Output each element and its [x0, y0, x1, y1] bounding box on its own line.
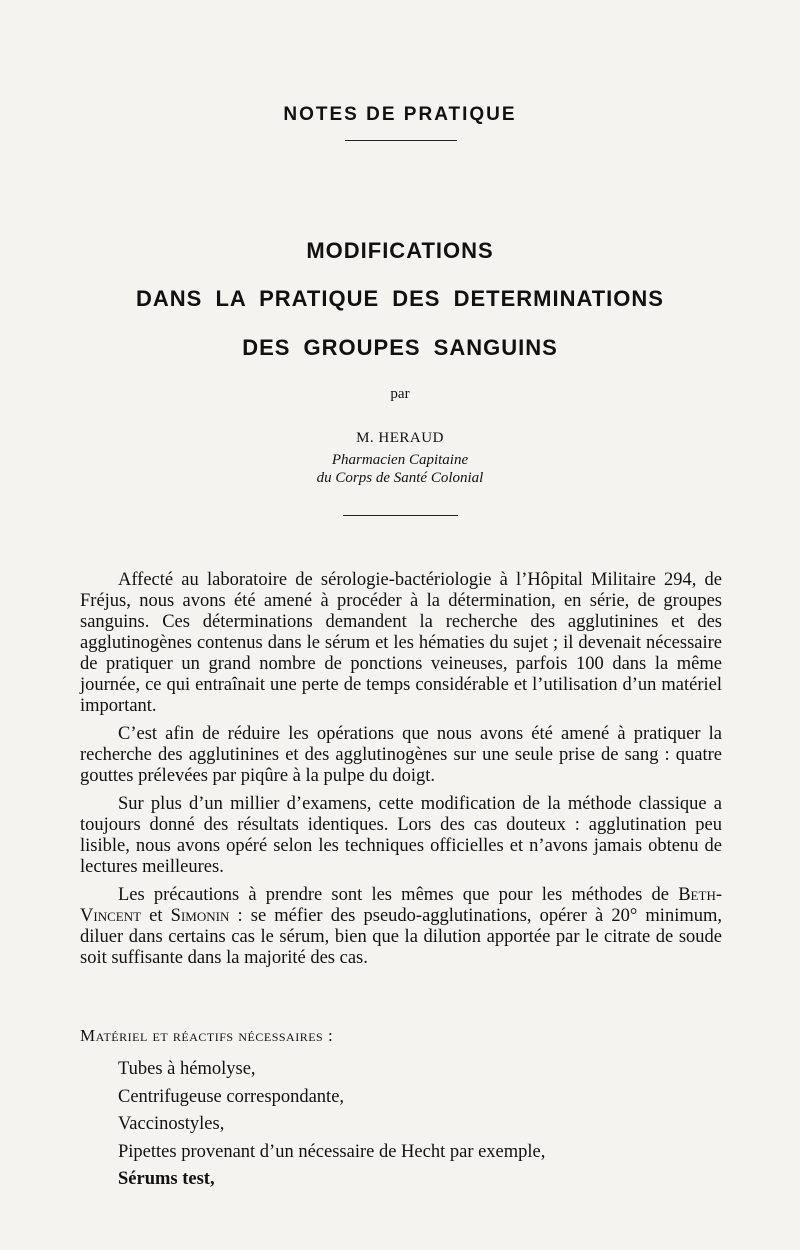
paragraph-2: C’est afin de réduire les opérations que nous avons été amené à pratiquer la recherche des agglutinines et des agglutinogènes sur une seule prise de sang : quatre gouttes prélevées par piqûre à la pulpe du doigt.	[80, 724, 722, 786]
article-body	[80, 570, 722, 976]
author-affiliation-2: du Corps de Santé Colonial	[316, 470, 484, 486]
paragraph-4-part-a: Les précautions à prendre sont les mêmes que pour les méthodes de	[118, 885, 679, 905]
divider-top	[345, 140, 457, 141]
paragraph-4	[80, 885, 722, 969]
list-item: Sérums test,	[118, 1169, 215, 1189]
author-name: M. HERAUD	[356, 430, 444, 446]
list-item: Vaccinostyles,	[118, 1114, 225, 1134]
materials-list	[118, 1056, 545, 1194]
materials-heading: Matériel et réactifs nécessaires :	[80, 1026, 334, 1045]
title-line-3: DES GROUPES SANGUINS	[242, 335, 558, 360]
author-affiliation-1: Pharmacien Capitaine	[331, 452, 469, 468]
list-item: Tubes à hémolyse,	[118, 1059, 256, 1079]
list-item: Centrifugeuse correspondante,	[118, 1086, 345, 1107]
paragraph-4-part-b: et	[141, 906, 171, 926]
author-ref-simonin: Simonin	[170, 906, 230, 926]
paragraph-4-part-c: : se méfier des pseudo-agglutinations, opérer à 20° minimum, diluer dans certains cas le sérum, bien que la dilution apportée par le citrate de soude soit suffisante dans la majorité des cas.	[80, 906, 722, 968]
author-ref-beth-vincent: Beth-Vincent	[80, 885, 722, 926]
paragraph-3: Sur plus d’un millier d’examens, cette modification de la méthode classique a toujours donné des résultats identiques. Lors des cas douteux : agglutination peu lisible, nous avons opéré selon les techniques officielles et n’avons jamais obtenu de lectures meilleures.	[80, 794, 722, 877]
divider-middle	[343, 515, 458, 516]
byline: par	[390, 386, 410, 402]
title-line-1: MODIFICATIONS	[306, 238, 494, 263]
list-item: Pipettes provenant d’un nécessaire de Hecht par exemple,	[118, 1141, 546, 1162]
paragraph-1: Affecté au laboratoire de sérologie-bactériologie à l’Hôpital Militaire 294, de Fréjus, nous avons été amené à procéder à la détermination, en série, de groupes sanguins. Ces déterminations demandent la recherche des agglutinines et des agglutinogènes contenus dans le sérum et les hématies du sujet ; il devenait nécessaire de pratiquer un grand nombre de ponctions veineuses, parfois 100 dans la même journée, ce qui entraînait une perte de temps considérable et l’utilisation d’un matériel important.	[80, 570, 722, 716]
section-label: NOTES DE PRATIQUE	[283, 104, 517, 125]
title-line-2: DANS LA PRATIQUE DES DETERMINATIONS	[136, 286, 664, 311]
